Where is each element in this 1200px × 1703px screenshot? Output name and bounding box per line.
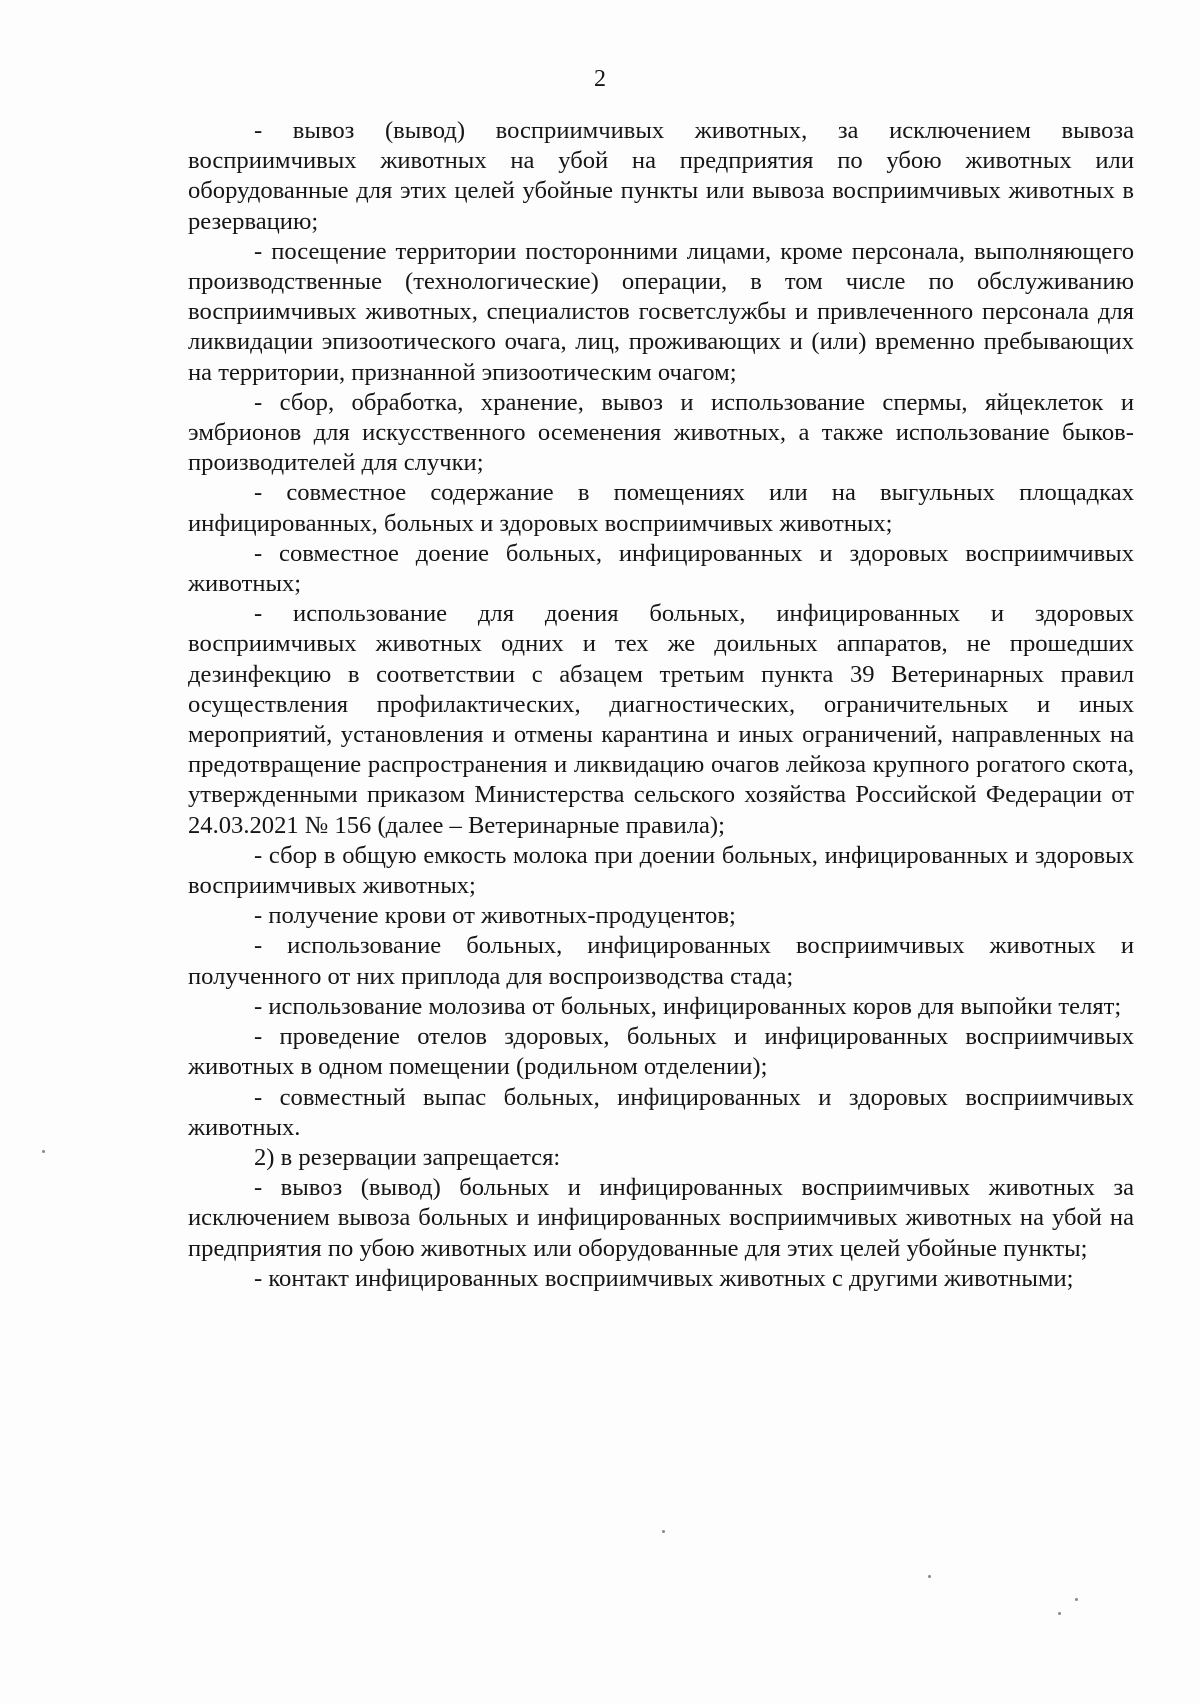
- scan-speck: [1058, 1612, 1061, 1615]
- paragraph: - проведение отелов здоровых, больных и инфицированных восприимчивых животных в одном помещении (родильном отделении);: [188, 1023, 1134, 1081]
- paragraph: - вывоз (вывод) больных и инфицированных восприимчивых животных за исключением вывоза больных и инфицированных восприимчивых животных на убой на предприятия по убою животных или оборудованные для этих целей убойные пункты;: [188, 1174, 1134, 1262]
- paragraph: - сбор, обработка, хранение, вывоз и использование спермы, яйцеклеток и эмбрионов для искусственного осеменения животных, а также использование быков-производителей для случки;: [188, 388, 1134, 477]
- paragraph: - использование молозива от больных, инфицированных коров для выпойки телят;: [254, 992, 1122, 1020]
- paragraph: - совместный выпас больных, инфицированных и здоровых восприимчивых животных.: [188, 1083, 1134, 1141]
- document-body: [188, 116, 1134, 1294]
- paragraph: - посещение территории посторонними лицами, кроме персонала, выполняющего производственные (технологические) операции, в том числе по обслуживанию восприимчивых животных, специалистов госветслужбы и привлеченного персонала для ликвидации эпизоотического очага, лиц, проживающих и (или) временно пребывающих на территории, признанной эпизоотическим очагом;: [188, 237, 1134, 386]
- page-number: 2: [594, 66, 606, 92]
- paragraph: - совместное содержание в помещениях или на выгульных площадках инфицированных, больных и здоровых восприимчивых животных;: [188, 479, 1134, 537]
- paragraph: - получение крови от животных-продуцентов;: [254, 902, 736, 930]
- paragraph: - использование больных, инфицированных восприимчивых животных и полученного от них приплода для воспроизводства стада;: [188, 932, 1134, 990]
- paragraph: 2) в резервации запрещается:: [254, 1143, 561, 1171]
- paragraph: - контакт инфицированных восприимчивых животных с другими животными;: [254, 1264, 1074, 1292]
- paragraph: - вывоз (вывод) восприимчивых животных, за исключением вывоза восприимчивых животных на убой на предприятия по убою животных или оборудованные для этих целей убойные пункты или вывоза восприимчивых животных в резервацию;: [188, 117, 1134, 235]
- paragraph: - использование для доения больных, инфицированных и здоровых восприимчивых животных одних и тех же доильных аппаратов, не прошедших дезинфекцию в соответствии с абзацем третьим пункта 39 Ветеринарных правил осуществления профилактических, диагностических, ограничительных и иных мероприятий, установления и отмены карантина и иных ограничений, направленных на предотвращение распространения и ликвидацию очагов лейкоза крупного рогатого скота, утвержденными приказом Министерства сельского хозяйства Российской Федерации от 24.03.2021 № 156 (далее – Ветеринарные правила);: [188, 600, 1134, 839]
- paragraph: - совместное доение больных, инфицированных и здоровых восприимчивых животных;: [188, 539, 1134, 598]
- scan-speck: [662, 1530, 665, 1533]
- scan-speck: [1075, 1598, 1078, 1601]
- scan-speck: [928, 1575, 931, 1578]
- scan-speck: [42, 1150, 45, 1153]
- paragraph: - сбор в общую емкость молока при доении больных, инфицированных и здоровых восприимчивых животных;: [188, 841, 1134, 900]
